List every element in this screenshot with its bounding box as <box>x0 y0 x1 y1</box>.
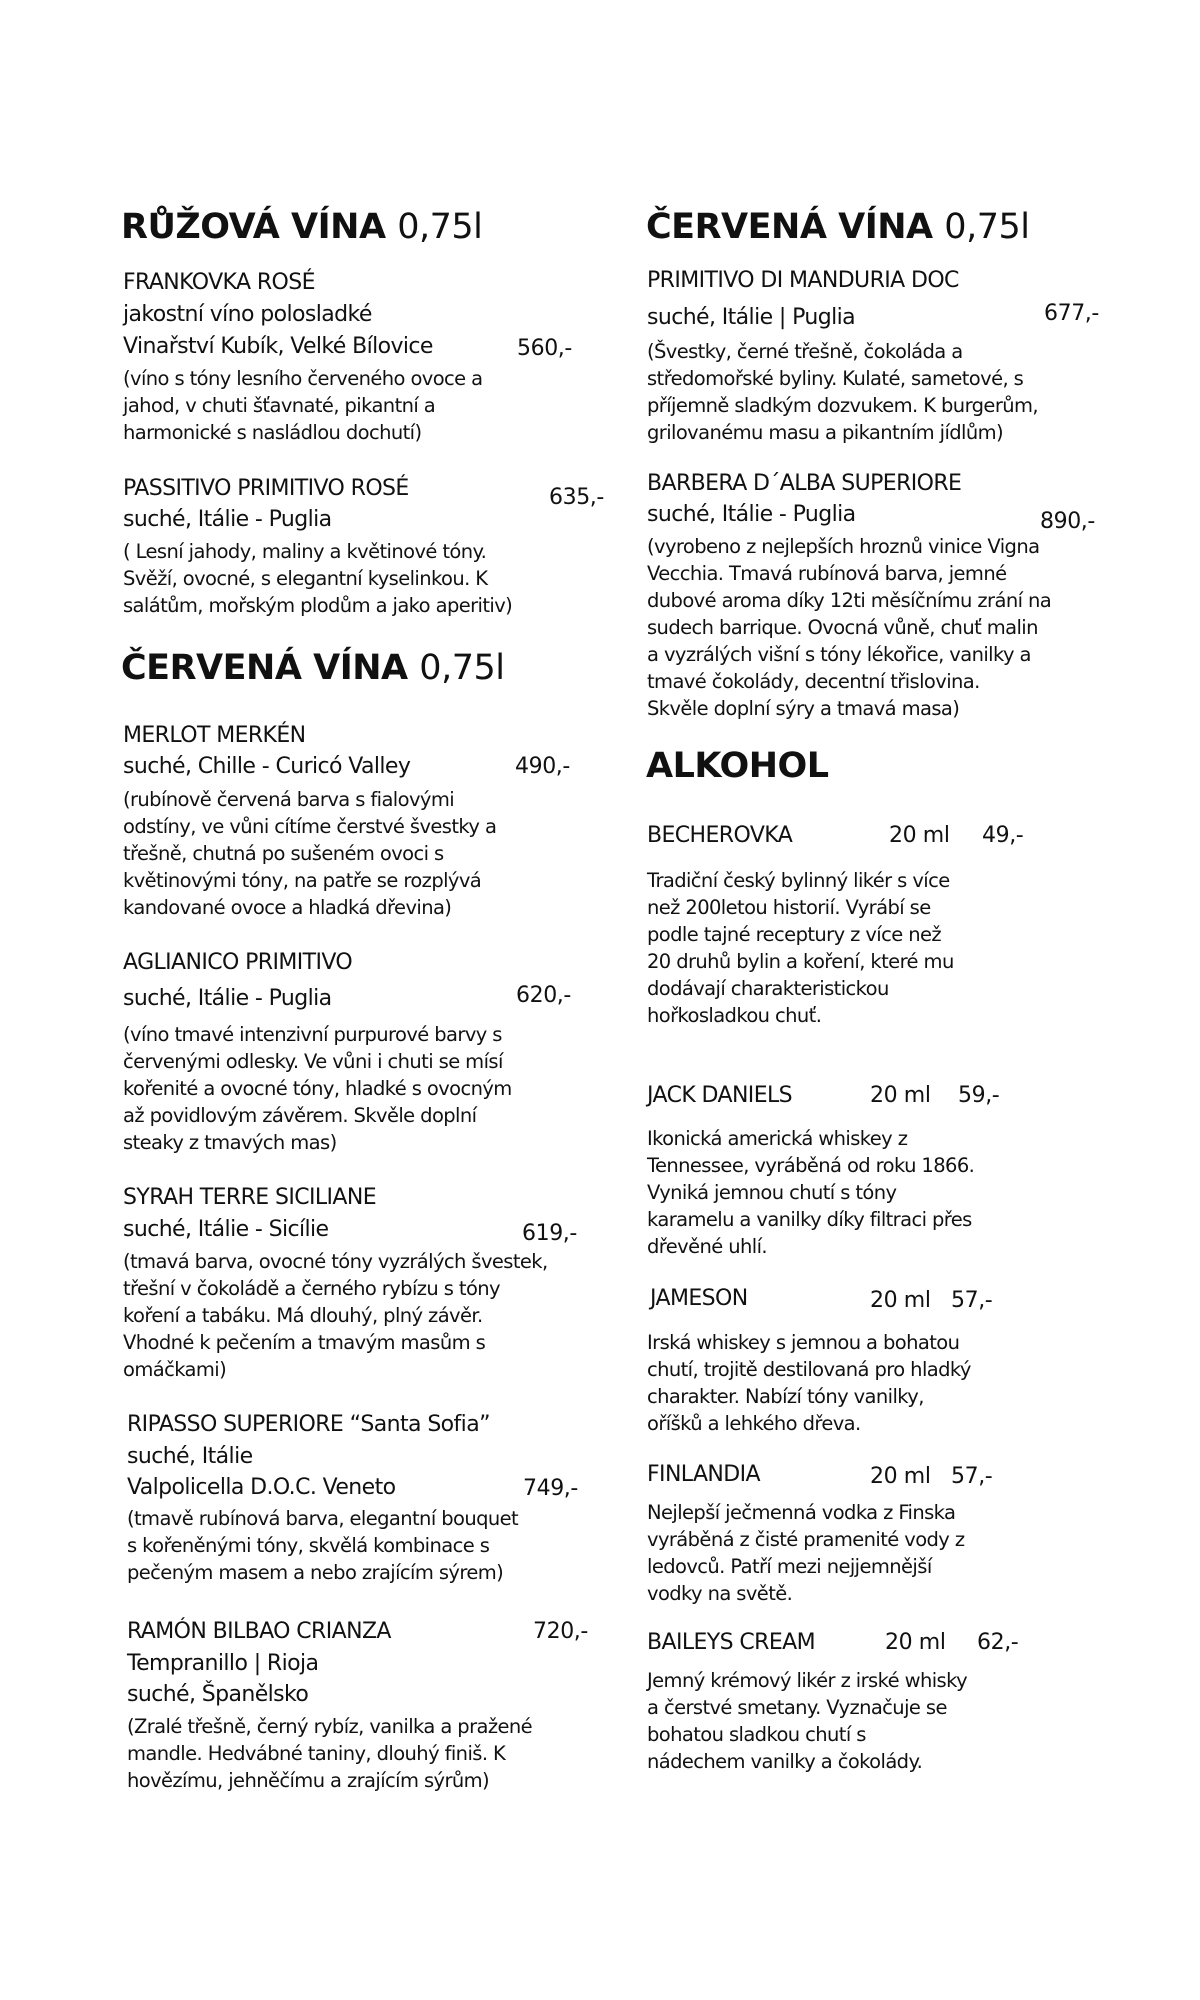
item-subtitle: suché, Itálie | Puglia <box>647 305 856 330</box>
description-line: (vyrobeno z nejlepších hroznů vinice Vigna <box>647 535 1040 558</box>
description-line: karamelu a vanilky díky filtraci přes <box>647 1208 972 1231</box>
section-heading-rose-wines <box>121 207 482 247</box>
item-name: JAMESON <box>650 1286 748 1311</box>
description-line: sudech barrique. Ovocná vůně, chuť malin <box>647 616 1038 639</box>
item-description <box>647 533 1051 722</box>
description-line: Vyniká jemnou chutí s tóny <box>647 1181 897 1204</box>
description-line: Ikonická americká whiskey z <box>647 1127 908 1150</box>
item-price: 62,- <box>977 1630 1019 1655</box>
description-line: odstíny, ve vůni cítíme čerstvé švestky a <box>123 815 497 838</box>
description-line: Vecchia. Tmavá rubínová barva, jemné <box>647 562 1007 585</box>
item-subtitle: suché, Španělsko <box>127 1682 309 1707</box>
item-name: RAMÓN BILBAO CRIANZA <box>127 1619 391 1644</box>
description-line: třešně, chutná po sušeném ovoci s <box>123 842 444 865</box>
item-name: BECHEROVKA <box>647 823 793 848</box>
section-heading-alcohol <box>646 746 829 786</box>
description-line: 20 druhů bylin a koření, které mu <box>647 950 954 973</box>
description-line: steaky z tmavých mas) <box>123 1131 337 1154</box>
description-line: červenými odlesky. Ve vůni i chuti se mísí <box>123 1050 503 1073</box>
description-line: mandle. Hedvábné taniny, dlouhý finiš. K <box>127 1742 506 1765</box>
description-line: středomořské byliny. Kulaté, sametové, s <box>647 367 1024 390</box>
description-line: dubové aroma díky 12ti měsíčnímu zrání na <box>647 589 1052 612</box>
description-line: Irská whiskey s jemnou a bohatou <box>647 1331 960 1354</box>
heading-title: RŮŽOVÁ VÍNA <box>121 207 386 247</box>
item-price: 749,- <box>523 1476 578 1501</box>
description-line: (rubínově červená barva s fialovými <box>123 788 455 811</box>
item-name: PASSITIVO PRIMITIVO ROSÉ <box>123 476 409 501</box>
item-description <box>647 1125 974 1260</box>
item-name: BAILEYS CREAM <box>647 1630 815 1655</box>
description-line: třešní v čokoládě a černého rybízu s tóny <box>123 1277 500 1300</box>
description-line: pečeným masem a nebo zrajícím sýrem) <box>127 1561 504 1584</box>
description-line: (tmavě rubínová barva, elegantní bouquet <box>127 1507 519 1530</box>
item-price: 49,- <box>982 823 1024 848</box>
description-line: než 200letou historií. Vyrábí se <box>647 896 931 919</box>
description-line: (Zralé třešně, černý rybíz, vanilka a pražené <box>127 1715 533 1738</box>
description-line: koření a tabáku. Má dlouhý, plný závěr. <box>123 1304 483 1327</box>
item-name: SYRAH TERRE SICILIANE <box>123 1185 377 1210</box>
item-description <box>123 365 483 446</box>
description-line: (tmavá barva, ovocné tóny vyzrálých švestek, <box>123 1250 548 1273</box>
description-line: kandované ovoce a hladká dřevina) <box>123 896 452 919</box>
item-subtitle: suché, Itálie - Sicílie <box>123 1217 329 1242</box>
item-volume: 20 ml <box>885 1630 946 1655</box>
item-name: JACK DANIELS <box>647 1083 793 1108</box>
item-subtitle: Tempranillo | Rioja <box>127 1651 319 1676</box>
description-line: dřevěné uhlí. <box>647 1235 768 1258</box>
item-volume: 20 ml <box>870 1464 931 1489</box>
description-line: vodky na světě. <box>647 1582 793 1605</box>
description-line: nádechem vanilky a čokolády. <box>647 1750 923 1773</box>
item-price: 677,- <box>1044 301 1099 326</box>
item-description <box>127 1505 518 1586</box>
description-line: příjemně sladkým dozvukem. K burgerům, <box>647 394 1038 417</box>
description-line: Svěží, ovocné, s elegantní kyselinkou. K <box>123 567 488 590</box>
description-line: jahod, v chuti šťavnaté, pikantní a <box>123 394 436 417</box>
description-line: až povidlovým závěrem. Skvěle doplní <box>123 1104 477 1127</box>
item-price: 720,- <box>533 1619 588 1644</box>
description-line: Skvěle doplní sýry a tmavá masa) <box>647 697 960 720</box>
item-name: PRIMITIVO DI MANDURIA DOC <box>647 268 959 293</box>
item-price: 560,- <box>517 336 572 361</box>
item-description <box>123 1021 512 1156</box>
description-line: ledovců. Patří mezi nejjemnější <box>647 1555 932 1578</box>
description-line: kořenité a ovocné tóny, hladké s ovocným <box>123 1077 512 1100</box>
item-description <box>647 1499 964 1607</box>
heading-title: ČERVENÁ VÍNA <box>121 648 408 688</box>
description-line: ( Lesní jahody, maliny a květinové tóny. <box>123 540 487 563</box>
description-line: grilovanému masu a pikantním jídlům) <box>647 421 1004 444</box>
item-description <box>123 538 512 619</box>
heading-volume: 0,75l <box>944 207 1030 247</box>
heading-volume: 0,75l <box>419 648 505 688</box>
item-price: 635,- <box>549 485 604 510</box>
item-subtitle: suché, Itálie - Puglia <box>123 986 332 1011</box>
item-description <box>123 786 496 921</box>
item-subtitle: suché, Itálie - Puglia <box>123 507 332 532</box>
item-name: RIPASSO SUPERIORE “Santa Sofia” <box>127 1412 490 1437</box>
item-volume: 20 ml <box>870 1083 931 1108</box>
description-line: a vyzrálých višní s tóny lékořice, vanilky a <box>647 643 1031 666</box>
description-line: (víno s tóny lesního červeného ovoce a <box>123 367 483 390</box>
item-description <box>647 338 1038 446</box>
item-price: 890,- <box>1040 509 1095 534</box>
section-heading-red-wines-right <box>646 207 1029 247</box>
item-price: 619,- <box>522 1221 577 1246</box>
description-line: vyráběná z čisté pramenité vody z <box>647 1528 965 1551</box>
description-line: oříšků a lehkého dřeva. <box>647 1412 861 1435</box>
description-line: Jemný krémový likér z irské whisky <box>647 1669 968 1692</box>
description-line: tmavé čokolády, decentní třislovina. <box>647 670 980 693</box>
item-price: 59,- <box>958 1083 1000 1108</box>
item-name: AGLIANICO PRIMITIVO <box>123 950 353 975</box>
item-price: 57,- <box>951 1288 993 1313</box>
description-line: (Švestky, černé třešně, čokoláda a <box>647 340 963 363</box>
item-description <box>647 1667 967 1775</box>
description-line: harmonické s nasládlou dochutí) <box>123 421 422 444</box>
item-name: FINLANDIA <box>647 1462 760 1487</box>
description-line: salátům, mořským plodům a jako aperitiv) <box>123 594 513 617</box>
item-volume: 20 ml <box>870 1288 931 1313</box>
heading-title: ČERVENÁ VÍNA <box>646 207 933 247</box>
description-line: hořkosladkou chuť. <box>647 1004 822 1027</box>
description-line: (víno tmavé intenzivní purpurové barvy s <box>123 1023 502 1046</box>
description-line: podle tajné receptury z více než <box>647 923 942 946</box>
heading-volume: 0,75l <box>397 207 483 247</box>
item-volume: 20 ml <box>889 823 950 848</box>
item-subtitle: suché, Itálie <box>127 1444 253 1469</box>
description-line: Vhodné k pečením a tmavým masům s <box>123 1331 486 1354</box>
item-subtitle: Valpolicella D.O.C. Veneto <box>127 1475 396 1500</box>
item-subtitle: Vinařství Kubík, Velké Bílovice <box>123 334 433 359</box>
item-subtitle: suché, Chille - Curicó Valley <box>123 754 411 779</box>
heading-title: ALKOHOL <box>646 746 829 786</box>
section-heading-red-wines-left <box>121 648 504 688</box>
item-name: FRANKOVKA ROSÉ <box>123 270 315 295</box>
description-line: chutí, trojitě destilovaná pro hladký <box>647 1358 971 1381</box>
description-line: a čerstvé smetany. Vyznačuje se <box>647 1696 947 1719</box>
item-description <box>647 1329 971 1437</box>
description-line: Tennessee, vyráběná od roku 1866. <box>647 1154 975 1177</box>
item-name: BARBERA D´ALBA SUPERIORE <box>647 471 962 496</box>
item-description <box>647 867 954 1029</box>
item-price: 57,- <box>951 1464 993 1489</box>
description-line: charakter. Nabízí tóny vanilky, <box>647 1385 924 1408</box>
item-price: 620,- <box>516 983 571 1008</box>
item-name: MERLOT MERKÉN <box>123 723 306 748</box>
item-subtitle: suché, Itálie - Puglia <box>647 502 856 527</box>
description-line: dodávají charakteristickou <box>647 977 889 1000</box>
description-line: květinovými tóny, na patře se rozplývá <box>123 869 482 892</box>
item-subtitle: jakostní víno polosladké <box>123 302 372 327</box>
description-line: omáčkami) <box>123 1358 227 1381</box>
item-price: 490,- <box>515 754 570 779</box>
description-line: bohatou sladkou chutí s <box>647 1723 866 1746</box>
description-line: s kořeněnými tóny, skvělá kombinace s <box>127 1534 490 1557</box>
item-description <box>127 1713 532 1794</box>
description-line: Tradiční český bylinný likér s více <box>647 869 950 892</box>
item-description <box>123 1248 548 1383</box>
description-line: Nejlepší ječmenná vodka z Finska <box>647 1501 956 1524</box>
description-line: hovězímu, jehněčímu a zrajícím sýrům) <box>127 1769 490 1792</box>
